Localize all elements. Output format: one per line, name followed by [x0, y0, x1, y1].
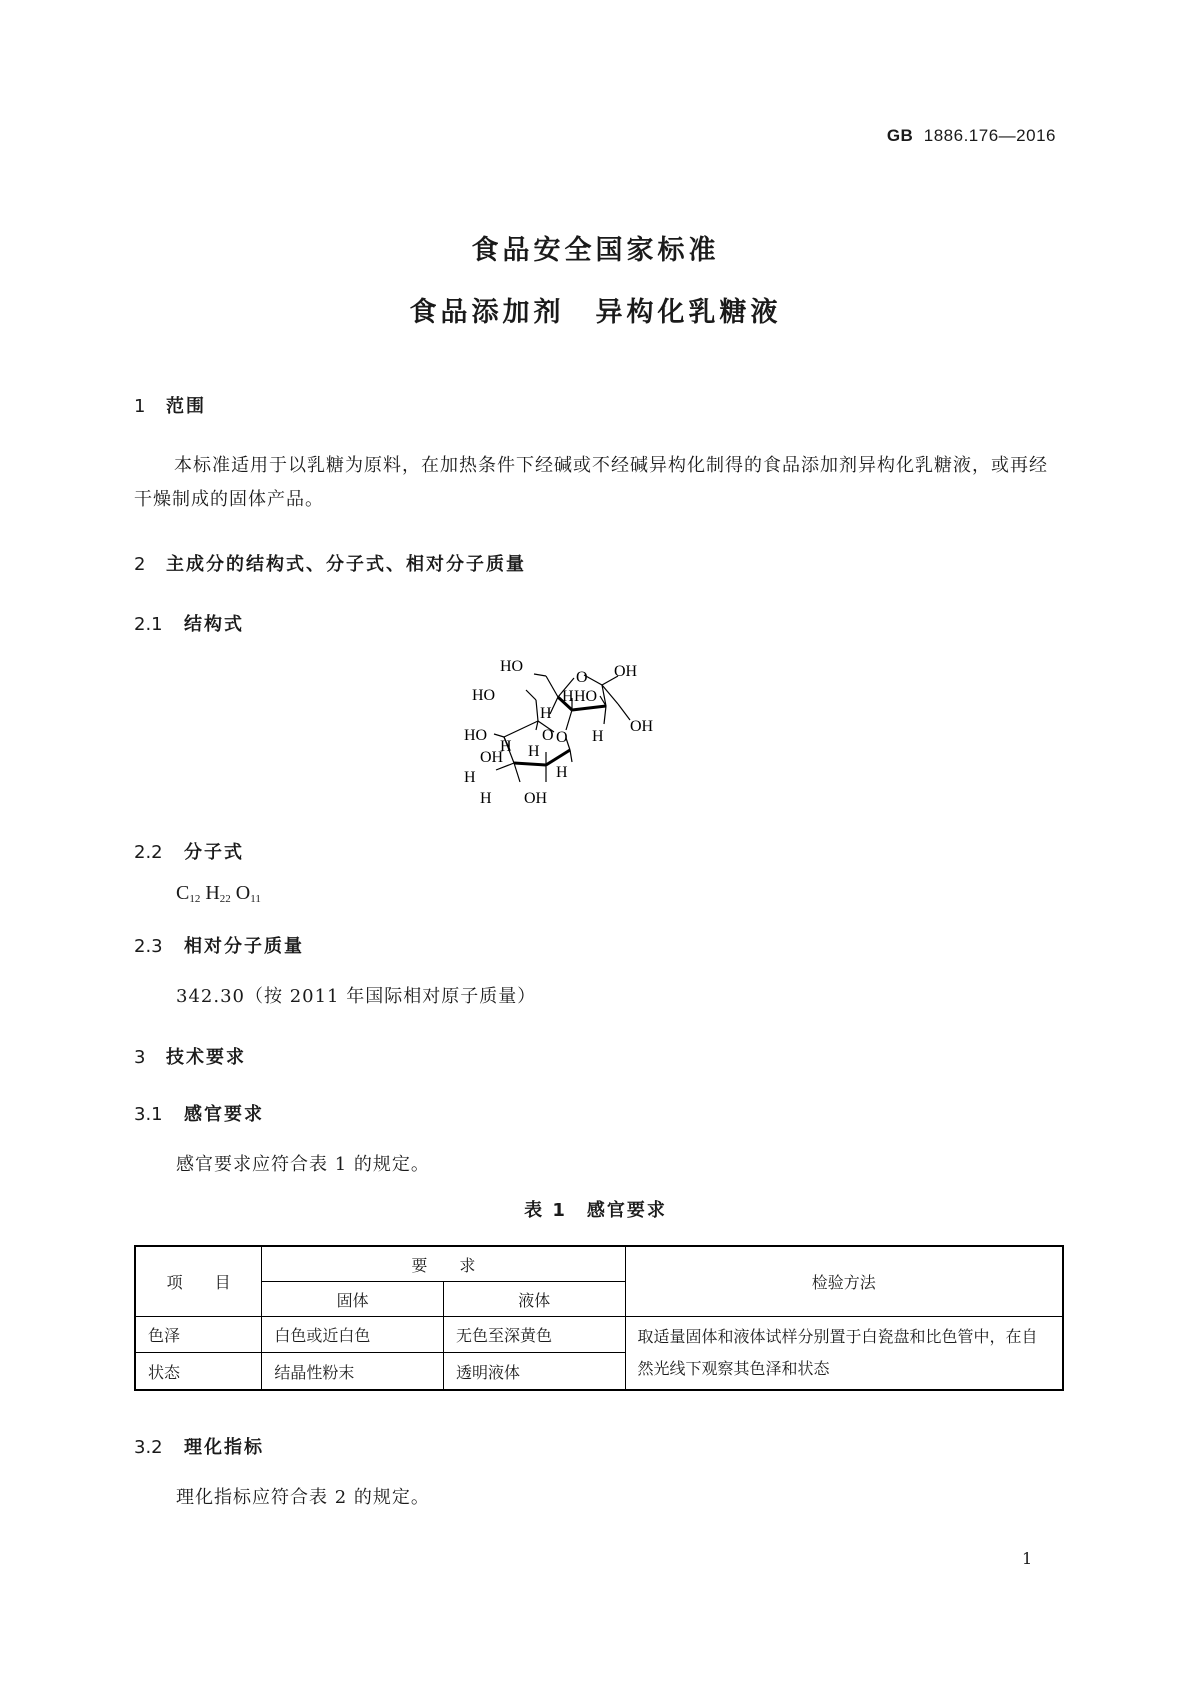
struct-label: OH [524, 790, 548, 807]
molecular-mass-text: 342.30（按 2011 年国际相对原子质量） [176, 986, 537, 1007]
section-3-2-heading: 3.2 理化指标 [134, 1437, 264, 1458]
struct-label: HO [472, 687, 496, 704]
table-1-caption: 表 1 感官要求 [524, 1200, 667, 1221]
structural-formula [464, 652, 730, 822]
struct-label: OH [614, 663, 638, 680]
struct-label: H [556, 764, 568, 781]
table-header-item: 项 目 [135, 1246, 262, 1317]
struct-label: HO [574, 688, 598, 705]
table-cell-item: 状态 [135, 1353, 262, 1390]
struct-label: O [556, 729, 568, 746]
struct-label: HO [500, 658, 524, 675]
struct-label: HO [464, 727, 488, 744]
standard-number: GB 1886.176—2016 [886, 126, 1056, 145]
table-cell-solid: 结晶性粉末 [262, 1353, 444, 1390]
struct-label: OH [630, 718, 654, 735]
struct-label: H [562, 688, 574, 705]
table-header-method: 检验方法 [625, 1246, 1063, 1317]
table-header-solid: 固体 [262, 1282, 444, 1317]
section-2-1-heading: 2.1 结构式 [134, 614, 244, 635]
section-3-1-heading: 3.1 感官要求 [134, 1104, 264, 1125]
section-3-1-text: 感官要求应符合表 1 的规定。 [176, 1154, 430, 1175]
section-2-2-heading: 2.2 分子式 [134, 842, 244, 863]
molecular-formula: $C_{12}$ $H_{22}$ $O_{11}$ [176, 882, 261, 905]
document-subtitle: 食品添加剂 异构化乳糖液 [409, 297, 782, 328]
struct-label: H [540, 705, 552, 722]
struct-label: H [464, 769, 476, 786]
table-cell-liquid: 无色至深黄色 [443, 1317, 625, 1353]
sensory-requirements-table [134, 1245, 1064, 1391]
section-3-2-text: 理化指标应符合表 2 的规定。 [176, 1487, 430, 1508]
struct-label: H [592, 728, 604, 745]
table-row [135, 1317, 1063, 1353]
struct-label: OH [480, 749, 504, 766]
page-number: 1 [1022, 1549, 1033, 1568]
table-header-liquid: 液体 [443, 1282, 625, 1317]
section-1-text: 本标准适用于以乳糖为原料，在加热条件下经碱或不经碱异构化制得的食品添加剂异构化乳糖液，或再经干燥制成的固体产品。 [134, 455, 1048, 510]
struct-label: H [480, 790, 492, 807]
section-1-heading: 1 范围 [134, 396, 206, 417]
table-cell-method: 取适量固体和液体试样分别置于白瓷盘和比色管中，在自然光线下观察其色泽和状态 [625, 1317, 1063, 1391]
table-cell-item: 色泽 [135, 1317, 262, 1353]
struct-label: H [500, 738, 512, 755]
struct-label: H [528, 743, 540, 760]
document-title: 食品安全国家标准 [471, 235, 720, 266]
struct-label: O [576, 669, 588, 686]
section-2-heading: 2 主成分的结构式、分子式、相对分子质量 [134, 554, 526, 575]
section-3-heading: 3 技术要求 [134, 1047, 246, 1068]
table-cell-solid: 白色或近白色 [262, 1317, 444, 1353]
section-2-3-heading: 2.3 相对分子质量 [134, 936, 304, 957]
struct-label: O [542, 727, 554, 744]
table-cell-liquid: 透明液体 [443, 1353, 625, 1390]
table-header-requirement: 要 求 [262, 1246, 625, 1282]
